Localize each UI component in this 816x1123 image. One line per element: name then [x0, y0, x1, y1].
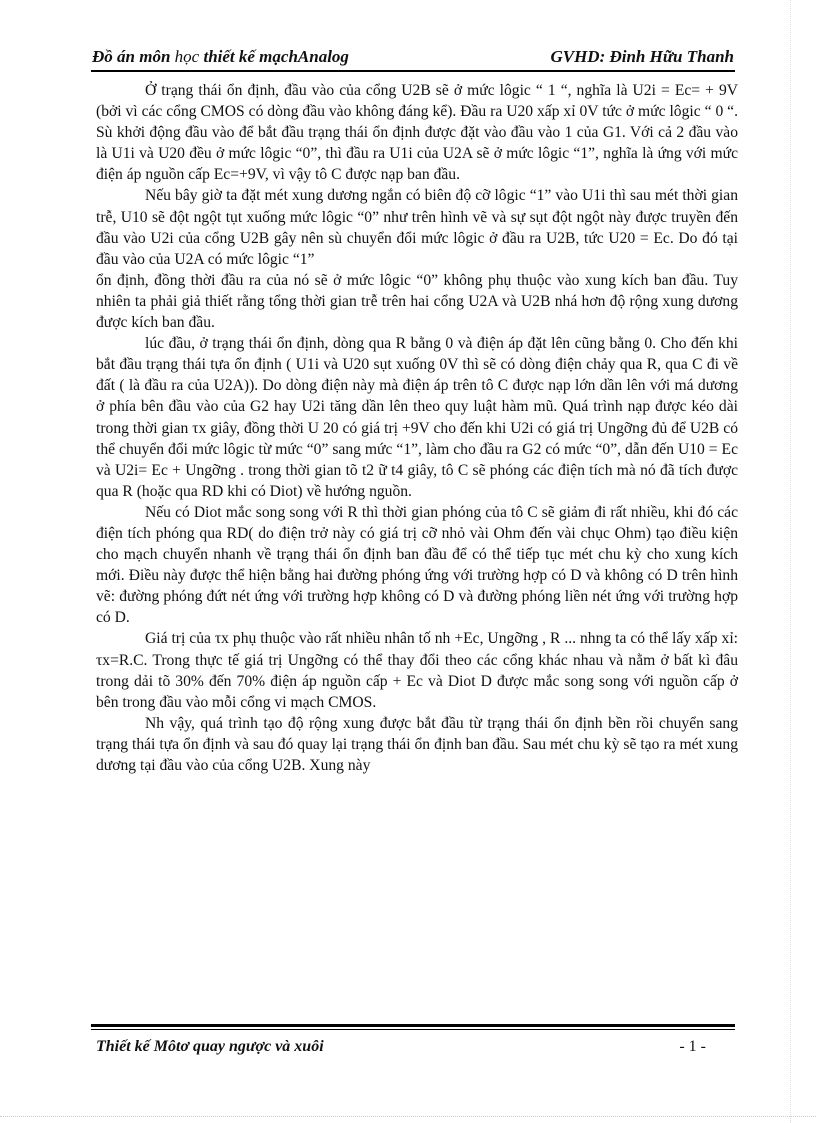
page-right-border: [790, 0, 791, 1123]
paragraph-3: ổn định, đồng thời đầu ra của nó sẽ ở mức lôgic “0” không phụ thuộc vào xung kích ban đầu. Tuy nhiên ta phải giả thiết rằng tổng thời gian trễ trên hai cổng U2A và U2B nhá hơn độ rộng xung dương được kích ban đầu.: [96, 271, 738, 332]
paragraph-1: Ở trạng thái ổn định, đầu vào của cổng U2B sẽ ở mức lôgic “ 1 “, nghĩa là U2i = Ec= + 9V (bởi vì các cổng CMOS có dòng đầu vào không đáng kể). Đầu ra U20 xấp xỉ 0V tức ở mức lôgic “ 0 “. Sù khởi động đầu vào để bắt đầu trạng thái ổn định được đặt vào đầu vào 1 của G1. Với cả 2 đầu vào là U1i và U20 đều ở mức lôgic “0”, thì đầu ra U1i của U2A sẽ ở mức lôgic “1”, nghĩa là ứng với mức điện áp nguồn cấp Ec=+9V, vì vậy tô C được nạp ban đầu.: [96, 82, 738, 184]
footer-rule-thin: [91, 1029, 735, 1030]
header-rule: [91, 70, 735, 72]
footer-title: Thiết kế Môtơ quay ngược và xuôi: [96, 1038, 324, 1055]
page-number: - 1 -: [679, 1038, 706, 1055]
footer-rule-thick: [91, 1024, 735, 1027]
paragraph-5: Nếu có Diot mắc song song với R thì thời gian phóng của tô C sẽ giảm đi rất nhiều, khi đó các điện tích phóng qua RD( do điện trở này có giá trị cỡ nhỏ vài Ohm đến vài chục Ohm) tạo điều kiện cho mạch chuyển nhanh về trạng thái ổn định ban đầu để có thể tiếp tục mét chu kỳ cho xung kích mới. Điều này được thể hiện bằng hai đường phóng ứng với trường hợp có D và không có D trên hình vẽ: đường phóng đứt nét ứng với trường hợp không có D và đường phóng liền nét ứng với trường hợp có D.: [96, 503, 738, 627]
header-right: GVHD: Đinh Hữu Thanh: [550, 47, 734, 66]
page-bottom-border: [0, 1116, 816, 1117]
paragraph-6: Giá trị của τx phụ thuộc vào rất nhiều nhân tố nh +Ec, Ungỡng , R ... nhng ta có thể lấy xấp xỉ: τx=R.C. Trong thực tế giá trị Ungỡng có thể thay đổi theo các cổng khác nhau và nằm ở bất kì đâu trong dải tõ 30% đến 70% điện áp nguồn cấp + Ec và Diot D được mắc song song với nguồn cấp ở bên trong đầu vào mỗi cổng vi mạch CMOS.: [96, 630, 738, 711]
paragraph-4: lúc đầu, ở trạng thái ổn định, dòng qua R bằng 0 và điện áp đặt lên cũng bằng 0. Cho đến khi bắt đầu trạng thái tựa ổn định ( U1i và U20 sụt xuống 0V thì sẽ có dòng điện chảy qua R, qua C đi về đất ( là đầu ra của U2A)). Do dòng điện này mà điện áp trên tô C được nạp lớn dần lên với má dương ở phía bên đầu vào của G2 hay U2i tăng dần lên theo quy luật hàm mũ. Quá trình nạp được kéo dài trong thời gian τx giây, đồng thời U 20 có giá trị +9V cho đến khi U2i có giá trị Ungỡng đủ để U2B có thể chuyển đổi mức lôgic từ mức “0” sang mức “1”, làm cho đầu ra G2 có mức “0”, dẫn đến U10 = Ec và U2i= Ec + Ungỡng . trong thời gian tõ t2 ữ t4 giây, tô C sẽ phóng các điện tích mà nó đã tích được qua R (hoặc qua RD khi có Diot) về hướng nguồn.: [96, 335, 738, 500]
paragraph-2: Nếu bây giờ ta đặt mét xung dương ngắn có biên độ cỡ lôgic “1” vào U1i thì sau mét thời gian trễ, U10 sẽ đột ngột tụt xuống mức lôgic “0” như trên hình vẽ và sự sụt đột ngột này được truyền đến đầu vào U2i của cổng U2B gây nên sù chuyển đổi mức lôgic ở đầu ra U2B, tức U20 = Ec. Do đó tại đầu vào của U2A có mức lôgic “1”: [96, 187, 738, 268]
header-left: Đồ án môn học thiết kế mạchAnalog: [92, 47, 349, 66]
paragraph-7: Nh vậy, quá trình tạo độ rộng xung được bắt đầu từ trạng thái ổn định bền rồi chuyển sang trạng thái tựa ổn định và sau đó quay lại trạng thái ổn định ban đầu. Sau mét chu kỳ sẽ tạo ra mét xung dương tại đầu vào của cổng U2B. Xung này: [96, 714, 738, 774]
document-body: [96, 80, 738, 776]
page-header: [92, 47, 734, 69]
page-footer: [96, 1038, 706, 1056]
